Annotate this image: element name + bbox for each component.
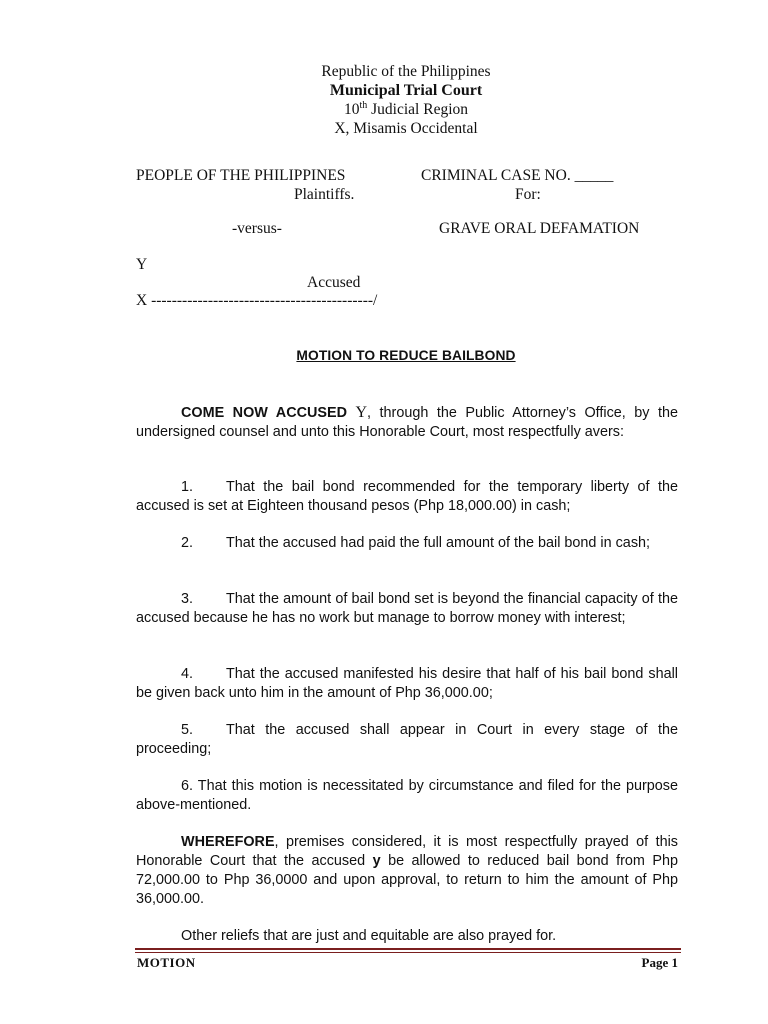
item-4-text: That the accused manifested his desire that half of his bail bond shall be given back unto him in the amount of Php 36,000.00; — [136, 666, 678, 701]
item-1 — [136, 478, 678, 516]
item-1-text: That the bail bond recommended for the temporary liberty of the accused is set at Eighteen thousand pesos (Php 18,000.00) in cash; — [136, 479, 678, 514]
item-6-number: 6. — [181, 778, 194, 794]
region-rest: Judicial Region — [367, 101, 469, 118]
region-number: 10 — [343, 101, 360, 118]
prayer-text-2: be allowed to reduced bail bond from Php 72,000.00 to Php 36,0000 and upon approval, to return to him the amount of Php 36,000.00. — [136, 853, 678, 907]
for-label: For: — [515, 186, 541, 203]
item-3-text: That the amount of bail bond set is beyond the financial capacity of the accused because he has no work but manage to borrow money with interest; — [136, 591, 678, 626]
plaintiff-role: Plaintiffs. — [294, 186, 355, 203]
intro-lead: COME NOW ACCUSED — [181, 405, 347, 421]
location-line: X, Misamis Occidental — [334, 120, 478, 137]
prayer-accused-name: y — [372, 853, 381, 869]
item-5 — [136, 721, 678, 759]
offense-name: GRAVE ORAL DEFAMATION — [439, 220, 640, 237]
item-6-text: That this motion is necessitated by circumstance and filed for the purpose above-mentioned. — [136, 778, 678, 813]
prayer-text-1: , premises considered, it is most respectfully prayed of this Honorable Court that the accused — [136, 834, 678, 869]
item-1-number: 1. — [181, 479, 194, 495]
item-4-number: 4. — [181, 666, 194, 682]
item-5-text: That the accused shall appear in Court in every stage of the proceeding; — [136, 722, 678, 757]
footer-label: MOTION — [137, 955, 196, 970]
page-number: Page 1 — [641, 955, 678, 970]
motion-title: MOTION TO REDUCE BAILBOND — [296, 348, 516, 363]
item-2 — [136, 534, 678, 553]
case-number: CRIMINAL CASE NO. _____ — [421, 167, 614, 184]
item-4 — [136, 665, 678, 703]
accused-role: Accused — [307, 274, 361, 291]
prayer-lead: WHEREFORE — [181, 834, 275, 850]
intro-accused-name: Y — [355, 404, 368, 421]
item-2-text: That the accused had paid the full amount of the bail bond in cash; — [226, 535, 651, 551]
item-3-number: 3. — [181, 591, 194, 607]
accused-name: Y — [136, 256, 148, 273]
court-name: Municipal Trial Court — [329, 82, 483, 99]
intro-paragraph — [136, 403, 678, 442]
other-reliefs — [136, 927, 678, 946]
plaintiff-name: PEOPLE OF THE PHILIPPINES — [136, 167, 346, 184]
item-5-number: 5. — [181, 722, 194, 738]
footer-rule-bottom — [135, 952, 681, 953]
versus-label: -versus- — [232, 220, 282, 237]
item-3 — [136, 590, 678, 628]
other-reliefs-text: Other reliefs that are just and equitable are also prayed for. — [181, 928, 557, 944]
item-2-number: 2. — [181, 535, 194, 551]
republic-line: Republic of the Philippines — [321, 63, 491, 80]
intro-text: , through the Public Attorney’s Office, by the undersigned counsel and unto this Honorable Court, most respectfully avers: — [136, 405, 678, 440]
item-6 — [136, 777, 678, 815]
prayer-paragraph — [136, 833, 678, 909]
region-suffix: th — [359, 99, 368, 111]
footer-rule-top — [135, 948, 681, 950]
caption-closing-line: X -------------------------------------------/ — [136, 292, 378, 309]
judicial-region — [0, 100, 768, 119]
court-header — [0, 62, 768, 138]
